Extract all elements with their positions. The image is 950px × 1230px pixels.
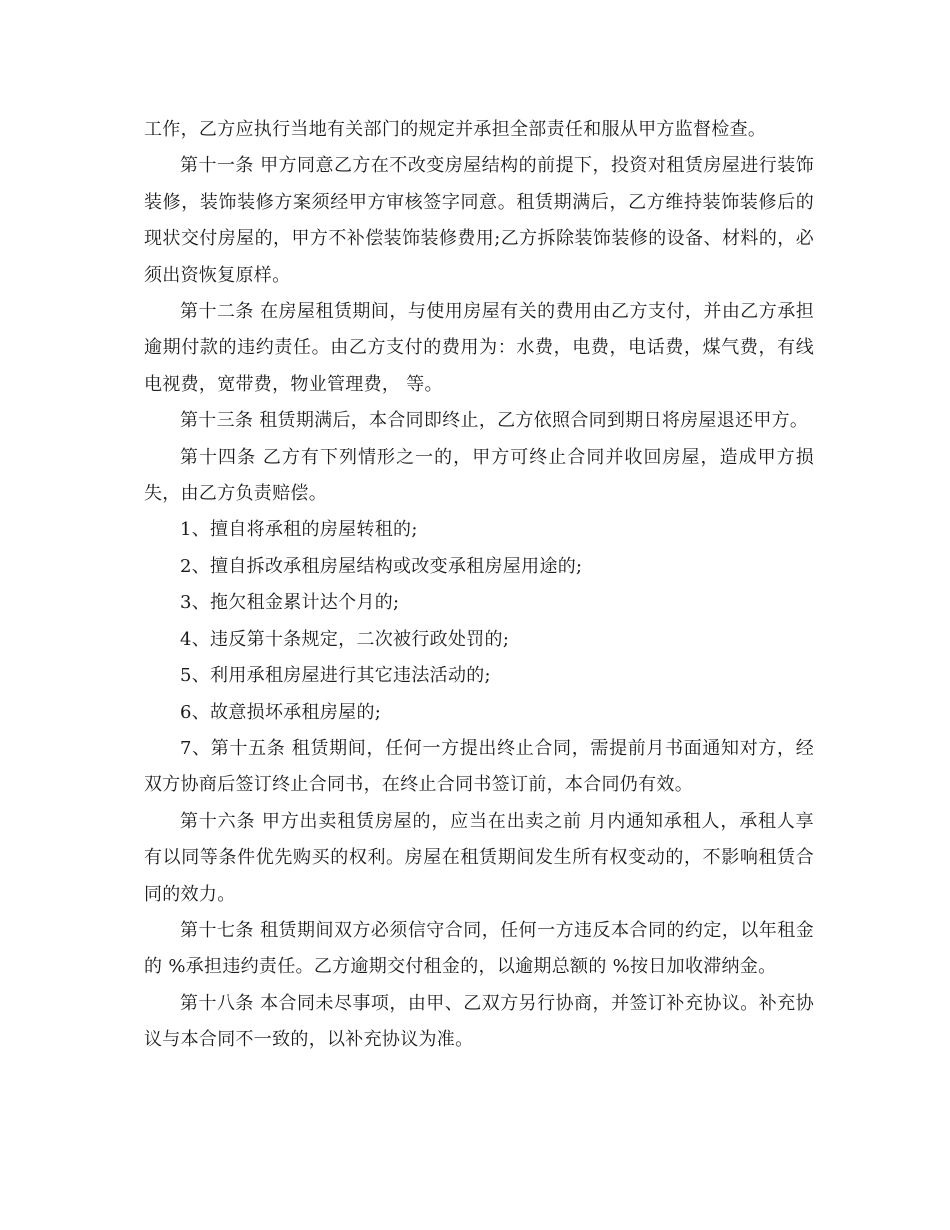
- paragraph-continuation: 工作，乙方应执行当地有关部门的规定并承担全部责任和服从甲方监督检查。: [144, 119, 767, 140]
- list-item-1: 1、擅自将承租的房屋转租的;: [180, 519, 418, 541]
- clause-16: 第十六条 甲方出卖租赁房屋的，应当在出卖之前 月内通知承租人，承租人享有以同等条件优先购买的权利。房屋在租赁期间发生所有权变动的，不影响租赁合同的效力。: [144, 810, 814, 905]
- clause-15: 7、第十五条 租赁期间，任何一方提出终止合同，需提前月书面通知对方，经双方协商后签订终止合同书，在终止合同书签订前，本合同仍有效。: [144, 737, 814, 796]
- clause-17: 第十七条 租赁期间双方必须信守合同，任何一方违反本合同的约定，以年租金的 %承担违约责任。乙方逾期交付租金的，以逾期总额的 %按日加收滞纳金。: [144, 919, 814, 978]
- list-item-6: 6、故意损坏承租房屋的;: [180, 701, 382, 723]
- document-body: [144, 112, 814, 1059]
- list-item-3: 3、拖欠租金累计达个月的;: [180, 592, 400, 614]
- clause-14: 第十四条 乙方有下列情形之一的，甲方可终止合同并收回房屋，造成甲方损失，由乙方负责赔偿。: [144, 446, 814, 505]
- list-item-4: 4、违反第十条规定，二次被行政处罚的;: [180, 628, 510, 650]
- list-item-2: 2、擅自拆改承租房屋结构或改变承租房屋用途的;: [180, 555, 583, 577]
- list-item-5: 5、利用承租房屋进行其它违法活动的;: [180, 665, 491, 687]
- clause-12: 第十二条 在房屋租赁期间，与使用房屋有关的费用由乙方支付，并由乙方承担逾期付款的违约责任。由乙方支付的费用为：水费，电费，电话费，煤气费，有线电视费，宽带费，物业管理费， 等。: [144, 301, 814, 395]
- clause-11: 第十一条 甲方同意乙方在不改变房屋结构的前提下，投资对租赁房屋进行装饰装修，装饰装修方案须经甲方审核签字同意。租赁期满后，乙方维持装饰装修后的现状交付房屋的，甲方不补偿装饰装修费用;乙方拆除装饰装修的设备、材料的，必须出资恢复原样。: [144, 155, 814, 286]
- clause-18: 第十八条 本合同未尽事项，由甲、乙双方另行协商，并签订补充协议。补充协议与本合同不一致的，以补充协议为准。: [144, 992, 814, 1051]
- clause-13: 第十三条 租赁期满后，本合同即终止，乙方依照合同到期日将房屋退还甲方。: [180, 410, 809, 432]
